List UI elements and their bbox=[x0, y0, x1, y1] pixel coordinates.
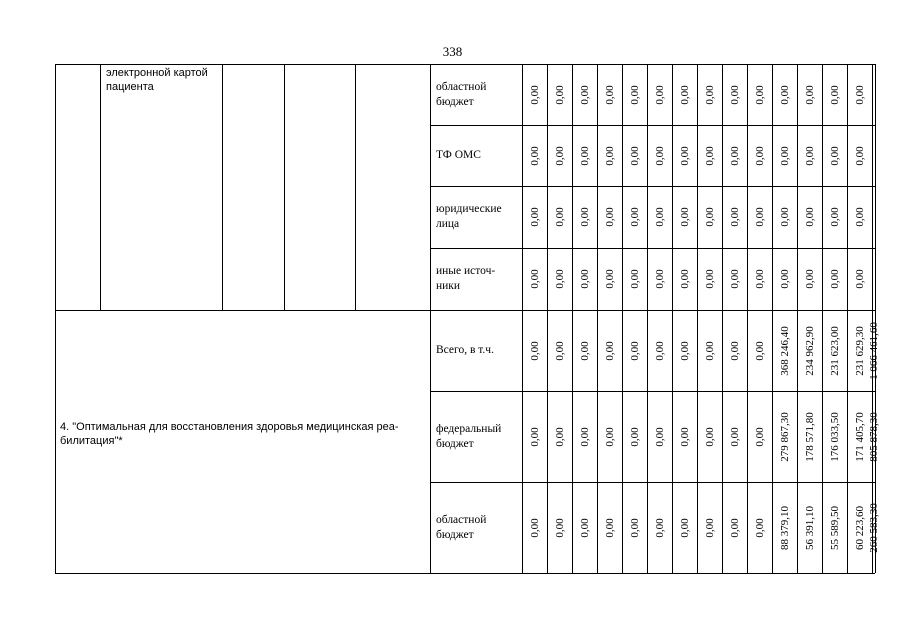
value-cell: 0,00 bbox=[528, 145, 541, 166]
col-divider bbox=[672, 64, 673, 573]
col-divider bbox=[100, 64, 101, 310]
value-cell: 0,00 bbox=[578, 84, 591, 105]
col-divider bbox=[847, 64, 848, 573]
value-cell: 0,00 bbox=[678, 207, 691, 227]
col-divider bbox=[822, 64, 823, 573]
value-cell: 55 589,50 bbox=[828, 505, 841, 550]
value-cell: 0,00 bbox=[753, 269, 766, 289]
value-cell: 0,00 bbox=[653, 426, 666, 447]
value-cell: 0,00 bbox=[728, 269, 741, 289]
col-divider bbox=[622, 64, 623, 573]
col-divider bbox=[797, 64, 798, 573]
value-cell: 0,00 bbox=[778, 269, 791, 289]
value-cell: 0,00 bbox=[528, 426, 541, 447]
value-cell: 0,00 bbox=[753, 84, 766, 105]
value-cell: 0,00 bbox=[803, 84, 816, 105]
value-cell: 0,00 bbox=[753, 340, 766, 361]
row-divider bbox=[430, 125, 875, 126]
value-cell: 0,00 bbox=[628, 269, 641, 289]
value-cell: 0,00 bbox=[753, 426, 766, 447]
value-cell: 0,00 bbox=[678, 145, 691, 166]
row-divider bbox=[430, 482, 875, 483]
col-divider bbox=[772, 64, 773, 573]
value-cell: 0,00 bbox=[778, 207, 791, 227]
value-cell: 0,00 bbox=[528, 517, 541, 538]
value-cell: 176 033,50 bbox=[828, 411, 841, 462]
funding-source-label: ТФ ОМС bbox=[436, 149, 481, 161]
value-cell: 0,00 bbox=[753, 517, 766, 538]
value-cell: 0,00 bbox=[653, 84, 666, 105]
col-divider bbox=[284, 64, 285, 310]
value-cell: 0,00 bbox=[728, 517, 741, 538]
value-cell: 0,00 bbox=[603, 340, 616, 361]
value-cell: 0,00 bbox=[553, 145, 566, 166]
value-cell: 0,00 bbox=[653, 340, 666, 361]
value-cell: 178 571,80 bbox=[803, 411, 816, 462]
funding-source-label: областной бюджет bbox=[436, 80, 487, 108]
table-bottom-border bbox=[55, 573, 875, 574]
value-cell: 231 623,00 bbox=[828, 325, 841, 376]
value-cell: 0,00 bbox=[803, 207, 816, 227]
row-divider bbox=[430, 248, 875, 249]
col-divider bbox=[597, 64, 598, 573]
value-cell: 0,00 bbox=[703, 84, 716, 105]
value-cell: 0,00 bbox=[628, 84, 641, 105]
col-divider bbox=[547, 64, 548, 573]
value-cell: 0,00 bbox=[553, 340, 566, 361]
value-cell: 88 379,10 bbox=[778, 505, 791, 550]
value-cell: 0,00 bbox=[728, 84, 741, 105]
value-cell: 56 391,10 bbox=[803, 505, 816, 550]
value-cell: 0,00 bbox=[678, 340, 691, 361]
value-cell: 0,00 bbox=[528, 340, 541, 361]
value-cell: 0,00 bbox=[828, 145, 841, 166]
funding-source-label: Всего, в т.ч. bbox=[436, 344, 494, 356]
value-cell: 0,00 bbox=[753, 145, 766, 166]
value-cell: 0,00 bbox=[553, 426, 566, 447]
value-cell: 0,00 bbox=[628, 207, 641, 227]
value-cell: 279 867,30 bbox=[778, 411, 791, 462]
value-cell: 0,00 bbox=[528, 84, 541, 105]
col-divider bbox=[355, 64, 356, 310]
table-top-border bbox=[55, 64, 875, 65]
value-cell: 0,00 bbox=[853, 269, 866, 289]
value-cell: 60 223,60 bbox=[853, 505, 866, 550]
col-divider bbox=[872, 64, 873, 573]
value-cell: 0,00 bbox=[703, 145, 716, 166]
value-cell: 0,00 bbox=[578, 207, 591, 227]
value-cell: 0,00 bbox=[853, 84, 866, 105]
value-cell: 0,00 bbox=[678, 517, 691, 538]
value-cell: 0,00 bbox=[603, 145, 616, 166]
section-divider bbox=[55, 310, 875, 311]
value-cell: 0,00 bbox=[528, 269, 541, 289]
table-right-border bbox=[875, 64, 876, 573]
col-divider bbox=[697, 64, 698, 573]
value-cell: 0,00 bbox=[728, 207, 741, 227]
value-cell: 0,00 bbox=[603, 426, 616, 447]
value-cell: 0,00 bbox=[828, 207, 841, 227]
value-cell: 0,00 bbox=[603, 207, 616, 227]
value-cell: 171 405,70 bbox=[853, 411, 866, 462]
value-cell: 0,00 bbox=[803, 269, 816, 289]
funding-source-label: федеральный бюджет bbox=[436, 422, 502, 450]
funding-source-label: иные источ- ники bbox=[436, 265, 496, 292]
measure-name: электронной картой пациента bbox=[106, 67, 208, 93]
value-cell: 0,00 bbox=[853, 207, 866, 227]
value-cell: 0,00 bbox=[703, 269, 716, 289]
value-cell: 0,00 bbox=[553, 517, 566, 538]
funding-source-label: юридические лица bbox=[436, 203, 502, 230]
value-cell: 0,00 bbox=[828, 84, 841, 105]
value-cell: 260 583,30 bbox=[867, 502, 880, 553]
value-cell: 0,00 bbox=[703, 207, 716, 227]
col-divider bbox=[222, 64, 223, 310]
value-cell: 0,00 bbox=[578, 517, 591, 538]
value-cell: 0,00 bbox=[703, 426, 716, 447]
value-cell: 805 878,30 bbox=[867, 411, 880, 462]
col-divider bbox=[572, 64, 573, 573]
value-cell: 0,00 bbox=[678, 269, 691, 289]
value-cell: 0,00 bbox=[603, 269, 616, 289]
value-cell: 0,00 bbox=[678, 426, 691, 447]
value-cell: 0,00 bbox=[628, 426, 641, 447]
value-cell: 234 962,90 bbox=[803, 325, 816, 376]
page-number: 338 bbox=[442, 44, 463, 59]
value-cell: 0,00 bbox=[703, 517, 716, 538]
value-cell: 0,00 bbox=[728, 426, 741, 447]
value-cell: 1 066 461,60 bbox=[867, 321, 880, 380]
value-cell: 0,00 bbox=[853, 145, 866, 166]
value-cell: 0,00 bbox=[553, 207, 566, 227]
table-left-border bbox=[55, 64, 56, 573]
row-divider bbox=[430, 391, 875, 392]
value-cell: 0,00 bbox=[678, 84, 691, 105]
value-cell: 0,00 bbox=[728, 340, 741, 361]
funding-source-label: областной бюджет bbox=[436, 513, 487, 541]
col-divider bbox=[747, 64, 748, 573]
value-cell: 0,00 bbox=[653, 517, 666, 538]
value-cell: 0,00 bbox=[728, 145, 741, 166]
col-divider bbox=[722, 64, 723, 573]
value-cell: 0,00 bbox=[578, 145, 591, 166]
col-divider bbox=[647, 64, 648, 573]
value-cell: 0,00 bbox=[578, 340, 591, 361]
value-cell: 0,00 bbox=[803, 145, 816, 166]
value-cell: 0,00 bbox=[603, 517, 616, 538]
value-cell: 0,00 bbox=[778, 145, 791, 166]
value-cell: 0,00 bbox=[828, 269, 841, 289]
value-cell: 0,00 bbox=[553, 269, 566, 289]
value-cell: 0,00 bbox=[578, 426, 591, 447]
value-cell: 0,00 bbox=[628, 340, 641, 361]
value-cell: 368 246,40 bbox=[778, 325, 791, 376]
measure-name: 4. "Оптимальная для восстановления здоровья медицинская реа- билитация"* bbox=[60, 421, 399, 447]
value-cell: 0,00 bbox=[603, 84, 616, 105]
value-cell: 0,00 bbox=[628, 517, 641, 538]
value-cell: 0,00 bbox=[778, 84, 791, 105]
value-cell: 0,00 bbox=[578, 269, 591, 289]
value-cell: 0,00 bbox=[653, 207, 666, 227]
value-cell: 0,00 bbox=[628, 145, 641, 166]
value-cell: 0,00 bbox=[703, 340, 716, 361]
value-cell: 231 629,30 bbox=[853, 325, 866, 376]
col-divider bbox=[430, 64, 431, 573]
value-cell: 0,00 bbox=[753, 207, 766, 227]
row-divider bbox=[430, 186, 875, 187]
col-divider bbox=[522, 64, 523, 573]
value-cell: 0,00 bbox=[528, 207, 541, 227]
value-cell: 0,00 bbox=[653, 145, 666, 166]
value-cell: 0,00 bbox=[553, 84, 566, 105]
value-cell: 0,00 bbox=[653, 269, 666, 289]
